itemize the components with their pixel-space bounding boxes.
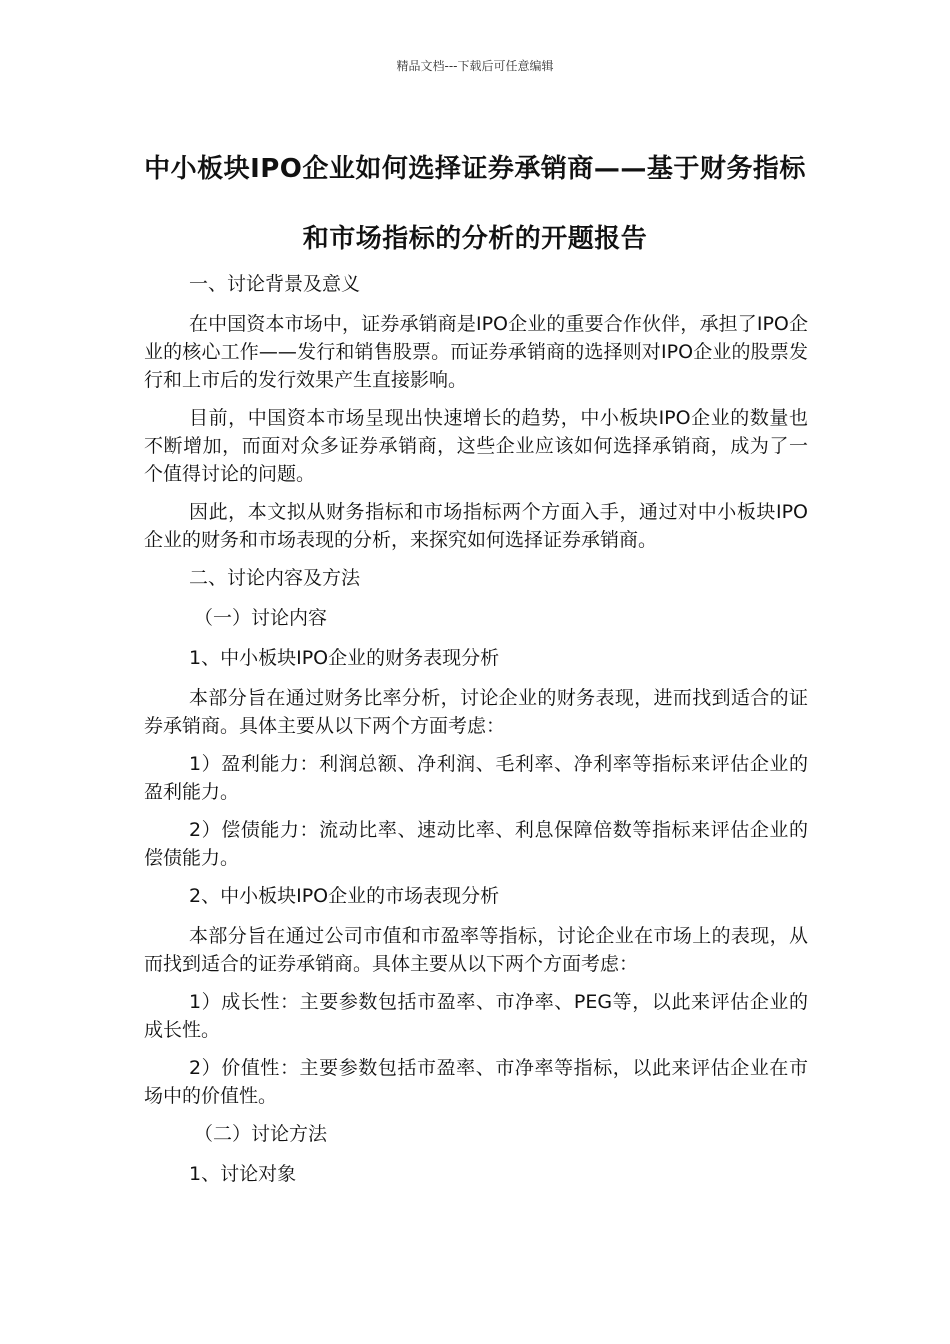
document-body <box>144 270 808 1200</box>
section-heading-content-method: 二、讨论内容及方法 <box>189 567 361 589</box>
paragraph-2: 目前，中国资本市场呈现出快速增长的趋势，中小板块IPO企业的数量也不断增加，而面对众多证券承销商，这些企业应该如何选择承销商，成为了一个值得讨论的问题。 <box>144 407 808 485</box>
paragraph-4: 本部分旨在通过财务比率分析，讨论企业的财务表现，进而找到适合的证券承销商。具体主要从以下两个方面考虑： <box>144 687 808 737</box>
paragraph-1: 在中国资本市场中，证券承销商是IPO企业的重要合作伙伴，承担了IPO企业的核心工作——发行和销售股票。而证券承销商的选择则对IPO企业的股票发行和上市后的发行效果产生直接影响。 <box>144 313 808 391</box>
document-title: 中小板块IPO企业如何选择证券承销商——基于财务指标和市场指标的分析的开题报告 <box>144 154 806 254</box>
paragraph-6: 2）偿债能力：流动比率、速动比率、利息保障倍数等指标来评估企业的偿债能力。 <box>144 819 808 869</box>
paragraph-3: 因此，本文拟从财务指标和市场指标两个方面入手，通过对中小板块IPO企业的财务和市场表现的分析，来探究如何选择证券承销商。 <box>144 501 808 551</box>
header-note: 精品文档---下载后可任意编辑 <box>396 59 554 73</box>
paragraph-8: 1）成长性：主要参数包括市盈率、市净率、PEG等，以此来评估企业的成长性。 <box>144 991 808 1041</box>
paragraph-5: 1）盈利能力：利润总额、净利润、毛利率、净利率等指标来评估企业的盈利能力。 <box>144 753 808 803</box>
subsection-heading-content: （一）讨论内容 <box>194 607 328 629</box>
item-heading-subject: 1、讨论对象 <box>189 1163 297 1185</box>
item-heading-market: 2、中小板块IPO企业的市场表现分析 <box>189 885 500 907</box>
paragraph-7: 本部分旨在通过公司市值和市盈率等指标，讨论企业在市场上的表现，从而找到适合的证券承销商。具体主要从以下两个方面考虑： <box>144 925 808 975</box>
item-heading-financial: 1、中小板块IPO企业的财务表现分析 <box>189 647 500 669</box>
section-heading-background: 一、讨论背景及意义 <box>189 273 361 295</box>
paragraph-9: 2）价值性：主要参数包括市盈率、市净率等指标，以此来评估企业在市场中的价值性。 <box>144 1057 808 1107</box>
subsection-heading-method: （二）讨论方法 <box>194 1123 328 1145</box>
